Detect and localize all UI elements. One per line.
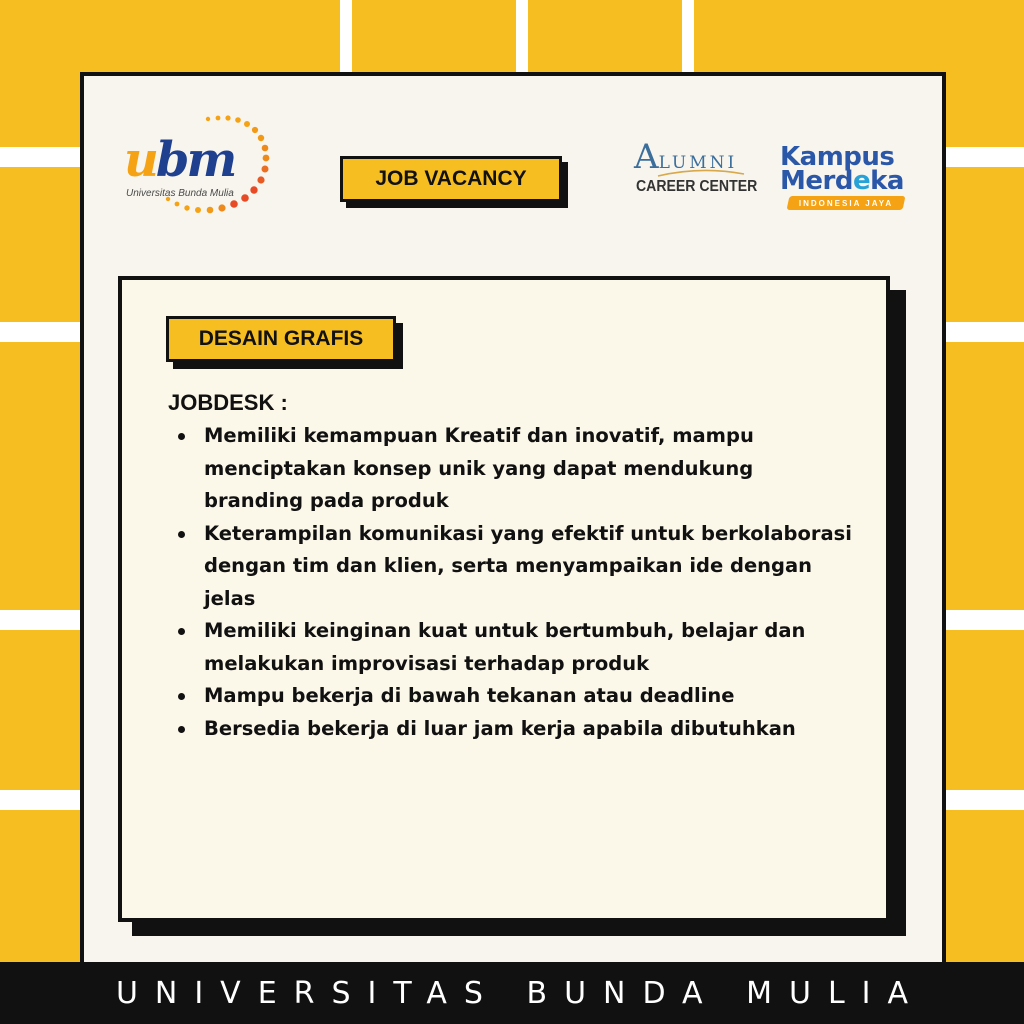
alumni-swoosh-icon: [656, 168, 746, 178]
footer-bar: [0, 962, 1024, 1024]
header: [84, 76, 942, 266]
list-item: Memiliki kemampuan Kreatif dan inovatif, mampu menciptakan konsep unik yang dapat mendukung branding pada produk: [168, 420, 858, 518]
jobdesk-list: [168, 420, 858, 745]
ubm-wordmark: ubm: [124, 132, 235, 188]
kampus-merdeka-logo: [780, 140, 910, 216]
jobdesk-section: [168, 390, 858, 745]
list-item: Mampu bekerja di bawah tekanan atau deadline: [168, 680, 858, 713]
position-title-badge: [166, 316, 396, 362]
content-card: [118, 276, 890, 922]
km-line2: Merdeka: [780, 166, 904, 196]
job-vacancy-badge: [340, 156, 562, 202]
job-vacancy-label: JOB VACANCY: [340, 156, 562, 202]
km-line1: Kampus: [780, 142, 895, 172]
alumni-wordmark: ALUMNI: [634, 137, 738, 177]
ubm-logo: [120, 114, 278, 226]
km-tagline: INDONESIA JAYA: [798, 198, 894, 208]
alumni-subtitle: CAREER CENTER: [636, 178, 758, 195]
list-item: Keterampilan komunikasi yang efektif untuk berkolaborasi dengan tim dan klien, serta menyampaikan ide dengan jelas: [168, 518, 858, 616]
position-title: DESAIN GRAFIS: [166, 316, 396, 362]
km-tagline-bar: [787, 196, 906, 210]
jobdesk-heading: JOBDESK :: [168, 390, 288, 415]
list-item: Bersedia bekerja di luar jam kerja apabila dibutuhkan: [168, 713, 858, 746]
alumni-career-center-logo: [634, 137, 758, 204]
list-item: Memiliki keinginan kuat untuk bertumbuh, belajar dan melakukan improvisasi terhadap produk: [168, 615, 858, 680]
footer-text: UNIVERSITAS BUNDA MULIA: [115, 975, 926, 1011]
ubm-subtitle: Universitas Bunda Mulia: [126, 188, 234, 199]
